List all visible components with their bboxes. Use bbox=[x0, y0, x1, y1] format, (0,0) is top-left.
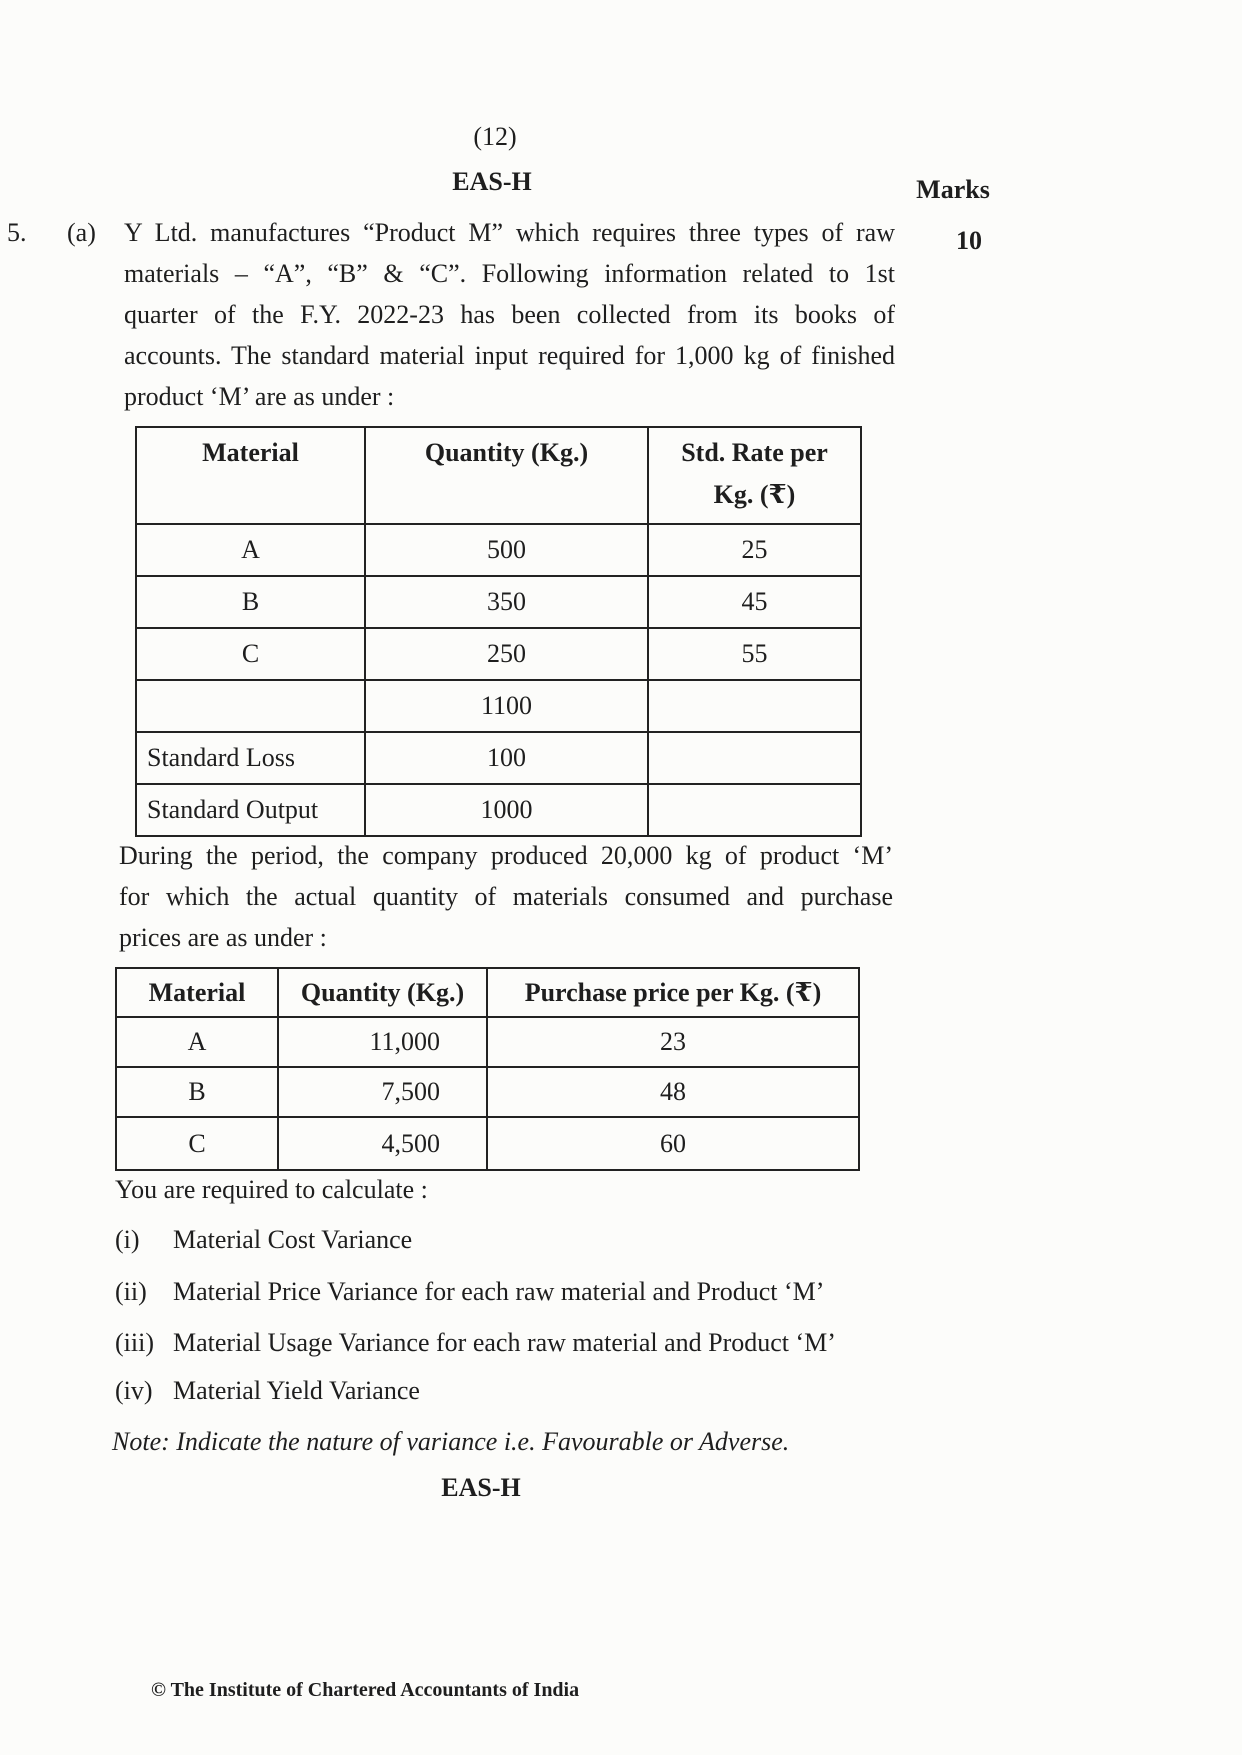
requirement-text: Material Price Variance for each raw material and Product ‘M’ bbox=[173, 1277, 825, 1306]
actual-paragraph bbox=[119, 835, 893, 958]
intro-line: Y Ltd. manufactures “Product M” which requires three types of raw bbox=[124, 218, 895, 247]
rate-cell bbox=[648, 732, 861, 784]
quantity-cell: 11,000 bbox=[278, 1017, 487, 1067]
material-cell: A bbox=[136, 524, 365, 576]
actual-line: prices are as under : bbox=[119, 923, 327, 952]
requirement-label: (i) bbox=[115, 1225, 140, 1254]
table-row-standard-output bbox=[136, 784, 861, 836]
paper-code-bottom: EAS-H bbox=[441, 1473, 521, 1502]
copyright-footer: © The Institute of Chartered Accountants of India bbox=[151, 1679, 580, 1701]
column-header-purchase-price: Purchase price per Kg. (₹) bbox=[487, 968, 859, 1017]
table-header-row bbox=[136, 427, 861, 524]
rate-cell: 45 bbox=[648, 576, 861, 628]
material-cell: A bbox=[116, 1017, 278, 1067]
column-header-material: Material bbox=[116, 968, 278, 1017]
price-cell: 48 bbox=[487, 1067, 859, 1117]
material-cell: Standard Output bbox=[136, 784, 365, 836]
actual-line: During the period, the company produced 20,000 kg of product ‘M’ bbox=[119, 841, 893, 870]
quantity-cell: 1000 bbox=[365, 784, 648, 836]
price-cell: 60 bbox=[487, 1117, 859, 1170]
required-heading: You are required to calculate : bbox=[115, 1175, 428, 1204]
column-header-quantity: Quantity (Kg.) bbox=[278, 968, 487, 1017]
table-row bbox=[136, 576, 861, 628]
material-cell: B bbox=[136, 576, 365, 628]
table-row bbox=[116, 1117, 859, 1170]
rate-cell: 25 bbox=[648, 524, 861, 576]
requirement-label: (iii) bbox=[115, 1328, 154, 1357]
quantity-cell: 4,500 bbox=[278, 1117, 487, 1170]
requirement-text: Material Usage Variance for each raw material and Product ‘M’ bbox=[173, 1328, 836, 1357]
material-cell: B bbox=[116, 1067, 278, 1117]
material-cell: C bbox=[136, 628, 365, 680]
table-row bbox=[116, 1017, 859, 1067]
table-row bbox=[136, 524, 861, 576]
intro-line: quarter of the F.Y. 2022-23 has been collected from its books of bbox=[124, 300, 895, 329]
question-marks: 10 bbox=[956, 226, 982, 255]
material-cell: C bbox=[116, 1117, 278, 1170]
intro-paragraph bbox=[124, 212, 895, 417]
table-row-total-input bbox=[136, 680, 861, 732]
requirement-label: (ii) bbox=[115, 1277, 147, 1306]
rate-cell bbox=[648, 784, 861, 836]
column-header-std-rate: Std. Rate per Kg. (₹) bbox=[648, 427, 861, 524]
standard-input-table bbox=[135, 426, 862, 837]
requirement-text: Material Yield Variance bbox=[173, 1376, 420, 1405]
requirement-label: (iv) bbox=[115, 1376, 153, 1405]
material-cell: Standard Loss bbox=[136, 732, 365, 784]
requirement-text: Material Cost Variance bbox=[173, 1225, 413, 1254]
actual-consumption-table bbox=[115, 967, 860, 1171]
quantity-cell: 350 bbox=[365, 576, 648, 628]
quantity-cell: 100 bbox=[365, 732, 648, 784]
rate-cell: 55 bbox=[648, 628, 861, 680]
quantity-cell: 500 bbox=[365, 524, 648, 576]
question-part: (a) bbox=[67, 218, 96, 247]
column-header-quantity: Quantity (Kg.) bbox=[365, 427, 648, 524]
material-cell bbox=[136, 680, 365, 732]
actual-line: for which the actual quantity of materials consumed and purchase bbox=[119, 882, 893, 911]
rate-cell bbox=[648, 680, 861, 732]
intro-line: materials – “A”, “B” & “C”. Following information related to 1st bbox=[124, 259, 895, 288]
quantity-cell: 7,500 bbox=[278, 1067, 487, 1117]
variance-note: Note: Indicate the nature of variance i.e. Favourable or Adverse. bbox=[112, 1427, 790, 1456]
column-header-material: Material bbox=[136, 427, 365, 524]
price-cell: 23 bbox=[487, 1017, 859, 1067]
table-row-standard-loss bbox=[136, 732, 861, 784]
intro-line: accounts. The standard material input required for 1,000 kg of finished bbox=[124, 341, 895, 370]
table-row bbox=[136, 628, 861, 680]
marks-heading: Marks bbox=[916, 175, 990, 204]
paper-code-top: EAS-H bbox=[452, 167, 532, 196]
intro-line: product ‘M’ are as under : bbox=[124, 382, 395, 411]
table-row bbox=[116, 1067, 859, 1117]
question-number: 5. bbox=[7, 218, 27, 247]
page-number: (12) bbox=[473, 122, 517, 151]
quantity-cell: 1100 bbox=[365, 680, 648, 732]
quantity-cell: 250 bbox=[365, 628, 648, 680]
table-header-row bbox=[116, 968, 859, 1017]
